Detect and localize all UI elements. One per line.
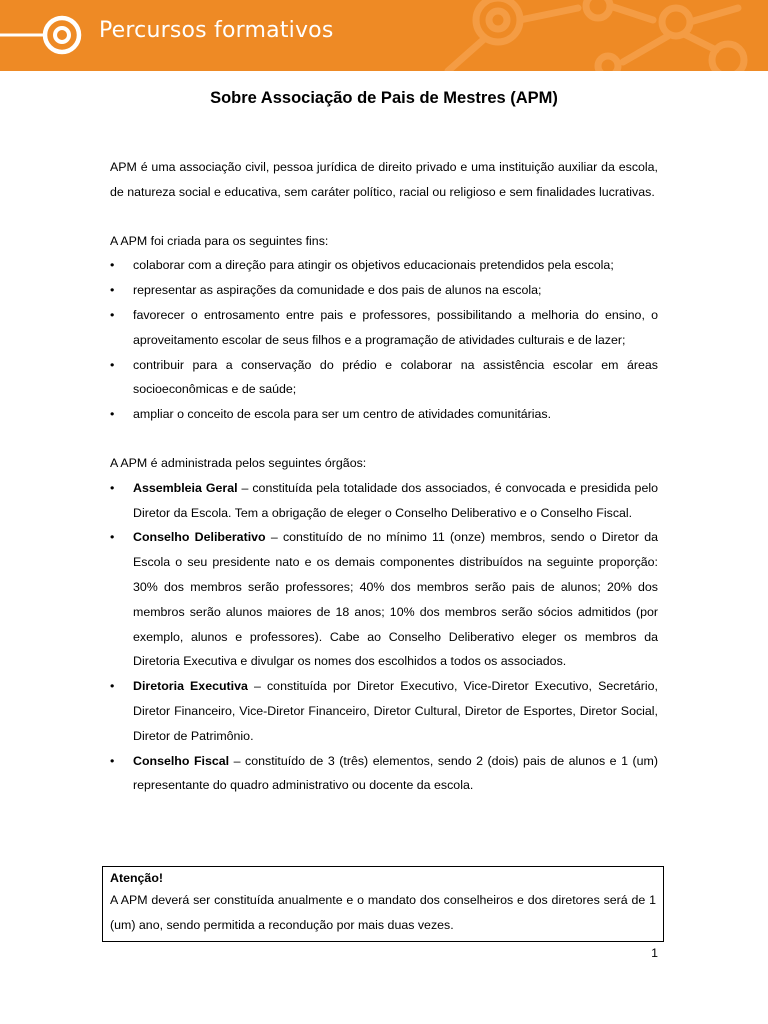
list-item: • colaborar com a direção para atingir os objetivos educacionais pretendidos pela escola; xyxy=(110,258,614,273)
list-item: • representar as aspirações da comunidade e dos pais de alunos na escola; xyxy=(110,283,542,298)
header-title: Percursos formativos xyxy=(99,18,334,43)
page-header xyxy=(0,0,768,71)
purposes-heading: A APM foi criada para os seguintes fins: xyxy=(110,233,329,248)
organ-name: Assembleia Geral xyxy=(133,480,238,495)
list-item: • contribuir para a conservação do prédio e colaborar na assistência escolar em áreas socioeconômicas e de saúde; xyxy=(110,357,658,397)
list-item: • ampliar o conceito de escola para ser um centro de atividades comunitárias. xyxy=(110,407,552,422)
list-item: • Diretoria Executiva – constituída por Diretor Executivo, Vice-Diretor Executivo, Secretário, Diretor Financeiro, Vice-Diretor Financeiro, Diretor Cultural, Diretor de Esportes, Diretor Social, Diretor de Patrimônio. xyxy=(110,679,658,743)
list-item: • Assembleia Geral – constituída pela totalidade dos associados, é convocada e presidida pelo Diretor da Escola. Tem a obrigação de eleger o Conselho Deliberativo e o Conselho Fiscal. xyxy=(110,480,658,520)
attention-text: A APM deverá ser constituída anualmente e o mandato dos conselheiros e dos diretores será de 1 (um) ano, sendo permitida a recondução por mais duas vezes. xyxy=(110,893,656,932)
organ-name: Conselho Fiscal xyxy=(133,753,230,768)
attention-title: Atenção! xyxy=(110,871,164,885)
document-title: Sobre Associação de Pais de Mestres (APM) xyxy=(210,89,558,107)
network-nodes-icon xyxy=(428,0,768,71)
organs-heading: A APM é administrada pelos seguintes órgãos: xyxy=(110,455,367,470)
document-body xyxy=(110,84,658,798)
organ-name: Diretoria Executiva xyxy=(133,679,248,694)
intro-paragraph: APM é uma associação civil, pessoa jurídica de direito privado e uma instituição auxiliar da escola, de natureza social e educativa, sem caráter político, racial ou religioso e sem finalidades lucrativas. xyxy=(110,160,658,199)
list-item: • Conselho Fiscal – constituído de 3 (três) elementos, sendo 2 (dois) pais de alunos e 1 (um) representante do quadro administrativo ou docente da escola. xyxy=(110,753,658,793)
organ-name: Conselho Deliberativo xyxy=(133,530,266,545)
attention-box xyxy=(102,866,664,942)
list-item: • Conselho Deliberativo – constituído de no mínimo 11 (onze) membros, sendo o Diretor da Escola o seu presidente nato e os demais componentes distribuídos na seguinte proporção: 30% dos membros serão professores; 40% dos membros serão pais de alunos; 20% dos membros serão alunos maiores de 18 anos; 10% dos membros serão sócios admitidos (por exemplo, alunos e professores). Cabe ao Conselho Deliberativo eleger os membros da Diretoria Executiva e divulgar os nomes dos escolhidos a todos os associados. xyxy=(110,530,658,669)
list-item: • favorecer o entrosamento entre pais e professores, possibilitando a melhoria do ensino, o aproveitamento escolar de seus filhos e a programação de atividades culturais e de lazer; xyxy=(110,307,658,347)
page-number: 1 xyxy=(651,946,658,960)
organs-list xyxy=(110,476,658,798)
purposes-list xyxy=(110,253,658,427)
target-circle-icon xyxy=(0,0,90,71)
